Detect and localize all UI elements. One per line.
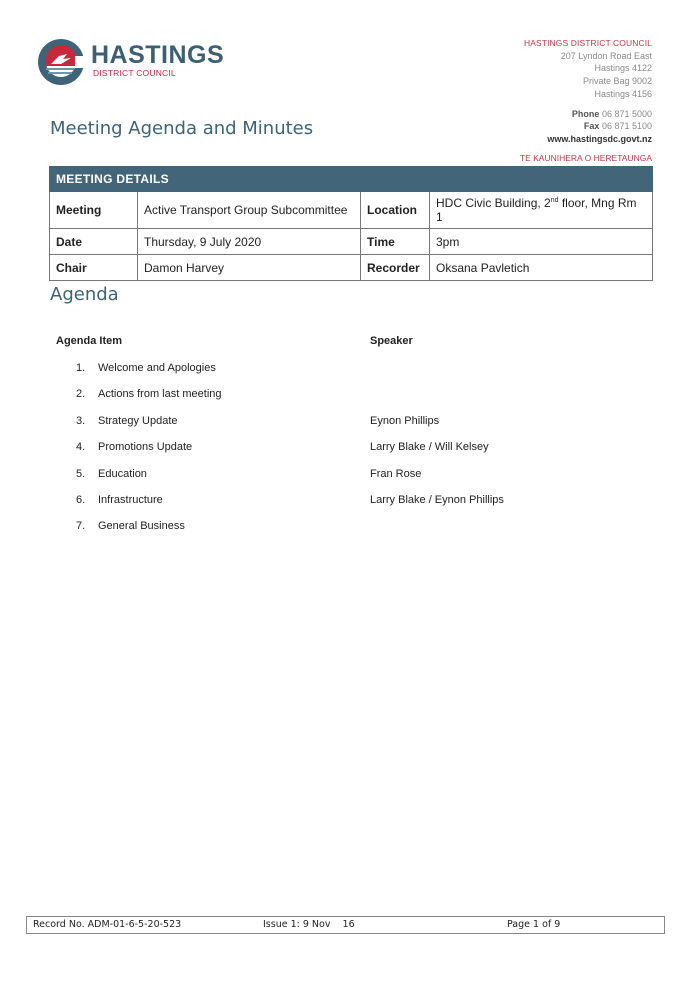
page-footer [26, 916, 665, 934]
item-number: 2. [76, 388, 86, 401]
council-logo [37, 38, 225, 88]
meeting-label: Meeting [50, 192, 138, 229]
council-address-block [520, 37, 652, 164]
item-speaker: Eynon Phillips [370, 414, 440, 427]
fax-number: 06 871 5100 [601, 121, 652, 132]
logo-name: HASTINGS [91, 41, 225, 69]
address-line: Private Bag 9002 [582, 76, 652, 87]
address-line: 207 Lyndon Road East [560, 50, 652, 61]
list-item [0, 468, 694, 494]
address-line: Hastings 4122 [594, 63, 652, 74]
list-item [0, 494, 694, 520]
item-title: Education [98, 467, 147, 480]
item-number: 4. [76, 441, 86, 454]
recorder-value: Oksana Pavletich [430, 255, 653, 281]
location-label: Location [361, 192, 430, 229]
table-row [50, 229, 653, 255]
list-item [0, 441, 694, 467]
item-title: Promotions Update [98, 441, 193, 454]
chair-label: Chair [50, 255, 138, 281]
item-number: 1. [76, 362, 86, 374]
item-number: 5. [76, 467, 86, 480]
item-speaker: Larry Blake / Eynon Phillips [370, 493, 504, 506]
maori-name: TE KAUNIHERA O HERETAUNGA [519, 152, 652, 163]
date-label: Date [50, 229, 138, 255]
date-value: Thursday, 9 July 2020 [138, 229, 361, 255]
address-org: HASTINGS DISTRICT COUNCIL [524, 38, 652, 48]
meeting-details-table [49, 166, 653, 281]
item-title: Infrastructure [98, 493, 163, 506]
table-row [50, 192, 653, 229]
agenda-item-header: Agenda Item [56, 335, 123, 347]
fax-line [520, 120, 652, 133]
location-value: HDC Civic Building, 2nd floor, Mng Rm 1 [430, 192, 653, 229]
item-number: 3. [76, 414, 86, 427]
phone-number: 06 871 5000 [601, 108, 652, 119]
phone-label: Phone [571, 108, 600, 119]
list-item [0, 520, 694, 546]
logo-subtitle: DISTRICT COUNCIL [93, 68, 176, 78]
table-row [50, 255, 653, 281]
item-speaker: Larry Blake / Will Kelsey [370, 441, 489, 454]
phone-line [520, 108, 652, 121]
recorder-label: Recorder [361, 255, 430, 281]
item-number: 6. [76, 493, 86, 506]
speaker-header: Speaker [370, 335, 413, 347]
address-line: Hastings 4156 [594, 88, 652, 99]
time-label: Time [361, 229, 430, 255]
page-number: Page 1 of 9 [507, 919, 561, 930]
meeting-details-heading: MEETING DETAILS [50, 167, 653, 192]
item-title: General Business [98, 520, 185, 533]
list-item [0, 388, 694, 414]
hastings-logo-icon [37, 38, 85, 86]
time-value: 3pm [430, 229, 653, 255]
document-title: Meeting Agenda and Minutes [50, 118, 314, 139]
meeting-value: Active Transport Group Subcommittee [138, 192, 361, 229]
item-title: Welcome and Apologies [98, 362, 216, 374]
website-link[interactable]: www.hastingsdc.govt.nz [547, 133, 652, 144]
agenda-heading: Agenda [50, 284, 119, 305]
item-title: Actions from last meeting [98, 388, 222, 401]
issue-date: Issue 1: 9 Nov 16 [263, 919, 355, 930]
item-speaker: Fran Rose [370, 467, 422, 480]
list-item [0, 362, 694, 388]
chair-value: Damon Harvey [138, 255, 361, 281]
record-number: Record No. ADM-01-6-5-20-523 [33, 919, 182, 930]
item-title: Strategy Update [98, 414, 178, 427]
item-number: 7. [76, 520, 86, 533]
fax-label: Fax [583, 121, 600, 132]
agenda-list [0, 362, 694, 547]
list-item [0, 415, 694, 441]
